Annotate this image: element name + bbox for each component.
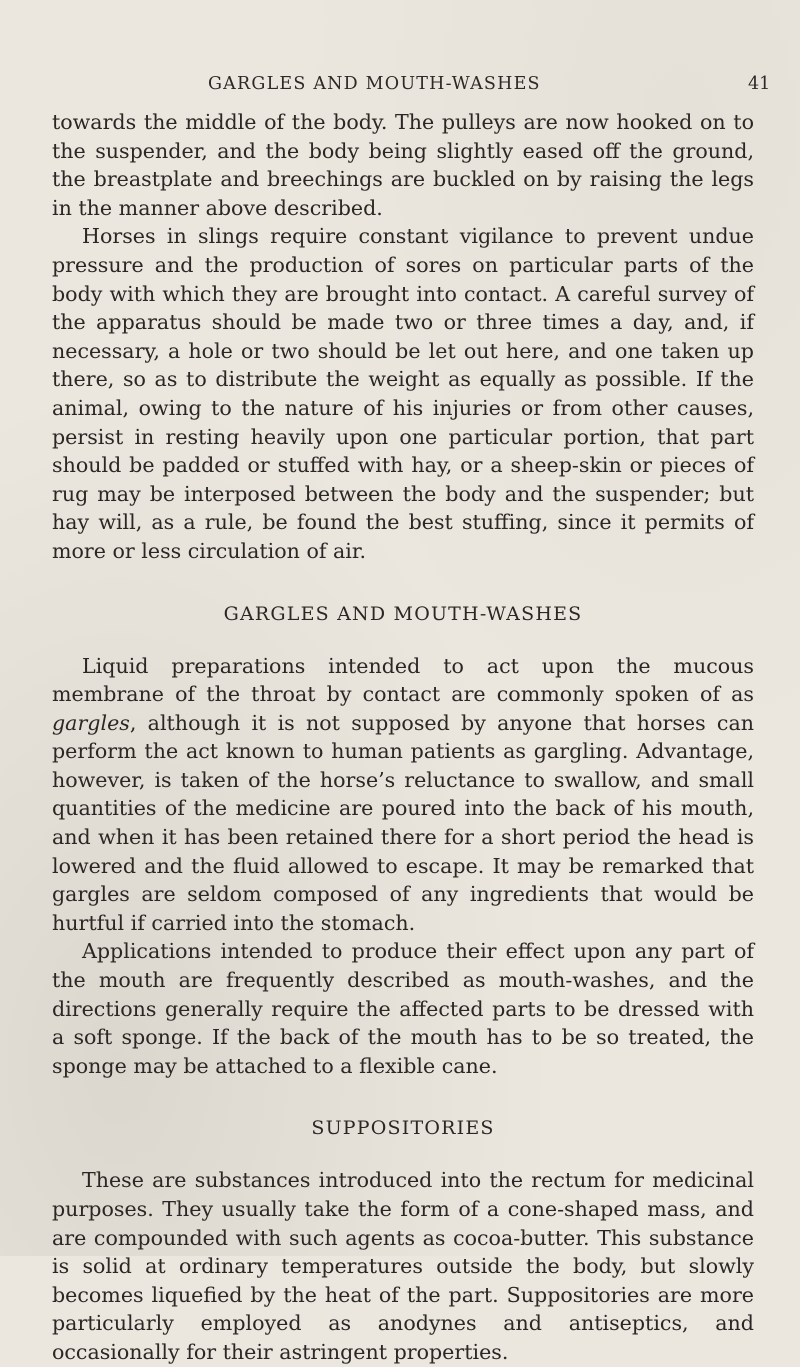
page-number: 41 (748, 74, 771, 94)
gargles-italic-term: gargles (52, 710, 130, 735)
running-head: GARGLES AND MOUTH-WASHES (208, 74, 541, 94)
paragraph-mouth-washes: Applications intended to produce their effect upon any part of the mouth are frequently described as mouth-washes, and the directions generally require the affected parts to be dressed with a soft sponge. If the back of the mouth has to be so treated, the sponge may be attached to a flexible cane. (52, 939, 754, 1078)
section-heading-suppositories: SUPPOSITORIES (311, 1117, 495, 1140)
paragraph-slings-continued: towards the middle of the body. The pulleys are now hooked on to the suspender, and the body being slightly eased off the ground, the breastplate and breechings are buckled on by raising the legs in the manner above described. (52, 110, 754, 220)
body-text (52, 108, 754, 1367)
gargles-text-start: Liquid preparations intended to act upon the mucous membrane of the throat by contact are commonly spoken of as (52, 653, 754, 707)
paragraph-slings-vigilance: Horses in slings require constant vigilance to prevent undue pressure and the production of sores on particular parts of the body with which they are brought into contact. A careful survey of the apparatus should be made two or three times a day, and, if necessary, a hole or two should be let out here, and one taken up there, so as to distribute the weight as equally as possible. If the animal, owing to the nature of his injuries or from other causes, persist in resting heavily upon one particular portion, that part should be padded or stuffed with hay, or a sheep-skin or pieces of rug may be interposed between the body and the suspender; but hay will, as a rule, be found the best stuffing, since it permits of more or less circulation of air. (52, 224, 754, 563)
paragraph-gargles (52, 652, 754, 938)
paragraph-suppositories: These are substances introduced into the rectum for medicinal purposes. They usually take the form of a cone-shaped mass, and are compounded with such agents as cocoa-butter. This substance is solid at ordinary temperatures outside the body, but slowly becomes liquefied by the heat of the part. Suppositories are more particularly employed as anodynes and antiseptics, and occasionally for their astringent properties. (52, 1168, 754, 1364)
section-heading-gargles: GARGLES AND MOUTH-WASHES (223, 602, 583, 625)
gargles-text-end: , although it is not supposed by anyone that horses can perform the act known to human patients as gargling. Advantage, however, is taken of the horse’s reluctance to swallow, and small quantities of the medicine are poured into the back of his mouth, and when it has been retained there for a short period the head is lowered and the fluid allowed to escape. It may be remarked that gargles are seldom composed of any ingredients that would be hurtful if carried into the stomach. (52, 710, 754, 935)
